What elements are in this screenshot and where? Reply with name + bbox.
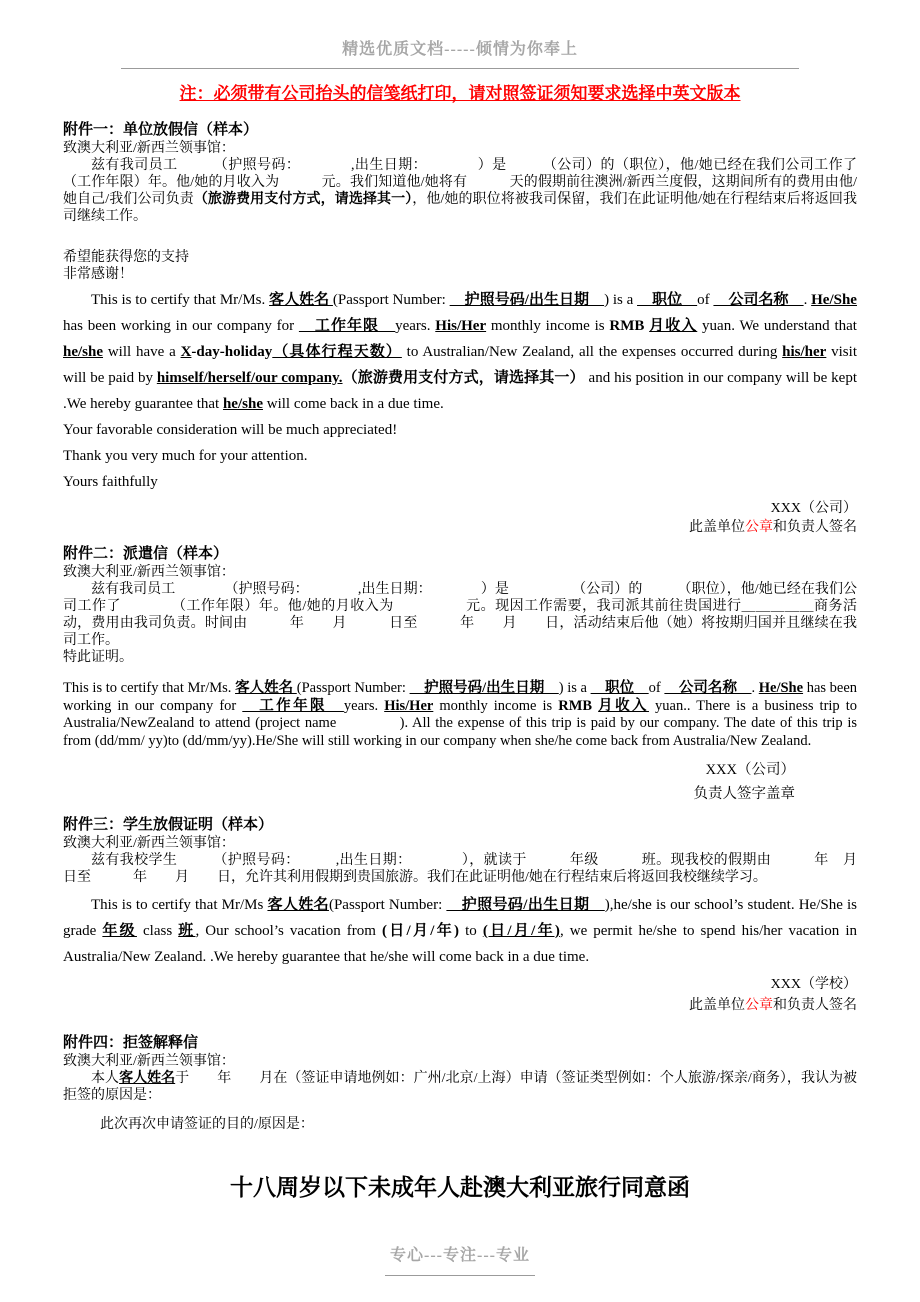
attachment-4-salutation: 致澳大利亚/新西兰领事馆：: [63, 1054, 235, 1069]
page-footer-text: 专心---专注---专业: [390, 1247, 530, 1264]
attachment-1-salutation: 致澳大利亚/新西兰领事馆：: [63, 141, 235, 156]
attachment-1-chinese-paragraph: 兹有我司员工 （护照号码： ,出生日期： ）是 （公司）的（职位），他/她已经在我们公司工作了 （工作年限）年。他/她的月收入为 元。我们知道他/她将有 天的假期前往澳洲/新西兰度假，这期间所有的费用由他/她自己/我们公司负责（旅游费用支付方式，请选择其一），他/她的职位将被我司保留，我们在此证明他/她在行程结束后将返回我司继续工作。: [63, 158, 885, 224]
attachment-2-signature-note: 负责人签字盖章: [693, 786, 795, 802]
attachment-2-english-paragraph: This is to certify that Mr/Ms. 客人姓名 (Passport Number: 护照号码/出生日期 ) is a 职位 of 公司名称 . He/She has been working in our company for 工作年限 years. His/Her monthly income is RMB 月收入 yuan.. There is a business trip to Australia/NewZealand to attend (project name ). All the expense of this trip is paid by our company. The date of this trip is from (dd/mm/ yy)to (dd/mm/yy).He/She will still working in our company when she/he come back from Australia/New Zealand.: [63, 680, 858, 749]
attachment-4-section: [63, 1034, 857, 1133]
minor-consent-title: 十八周岁以下未成年人赴澳大利亚旅行同意函: [230, 1175, 690, 1200]
attachment-2-chinese-paragraph: 兹有我司员工 （护照号码： ,出生日期： ）是 （公司）的 （职位），他/她已经在我们公司工作了 （工作年限）年。他/她的月收入为 元。现因工作需要，我司派其前往贵国进行＿＿＿＿＿商务活动，费用由我司负责。时间由 年 月 日至 年 月 日，活动结束后他（她）将按期归国并且继续在我司工作。: [63, 582, 858, 648]
attachment-4-reason-line: 此次再次申请签证的目的/原因是：: [100, 1117, 314, 1132]
header-divider: [121, 68, 799, 69]
attachment-1-section: [63, 121, 885, 537]
attachment-1-wish-line-2: 非常感谢！: [63, 267, 133, 282]
attachment-4-title: 附件四：拒签解释信: [63, 1035, 199, 1051]
attachment-1-signature-note: 此盖单位公章和负责人签名: [689, 520, 857, 535]
attachment-1-english-paragraph: This is to certify that Mr/Ms. 客人姓名 (Passport Number: 护照号码/出生日期 ) is a 职位 of 公司名称 . He/She has been working in our company for 工作年限 years. His/Her monthly income is RMB 月收入 yuan. We understand that he/she will have a X-day-holiday（具体行程天数） to Australian/New Zealand, all the expenses occurred during his/her visit will be paid by himself/herself/our company.（旅游费用支付方式，请选择其一） and his position in our company will be kept .We hereby guarantee that he/she will come back in a due time.: [63, 292, 857, 412]
footer-divider: [385, 1275, 535, 1276]
attachment-1-closing-line-3: Yours faithfully: [63, 474, 158, 490]
attachment-3-salutation: 致澳大利亚/新西兰领事馆：: [63, 836, 235, 851]
attachment-1-closing-line-2: Thank you very much for your attention.: [63, 448, 308, 464]
attachment-1-wish-line-1: 希望能获得您的支持: [63, 250, 189, 265]
print-notice: 注：必须带有公司抬头的信笺纸打印，请对照签证须知要求选择中英文版本: [179, 84, 741, 103]
attachment-2-signature-name: XXX（公司）: [705, 762, 795, 778]
attachment-3-title: 附件三：学生放假证明（样本）: [63, 817, 274, 833]
attachment-1-closing-line-1: Your favorable consideration will be much appreciated!: [63, 422, 398, 438]
attachment-3-section: [63, 816, 885, 1016]
attachment-1-signature-name: XXX（公司）: [770, 501, 857, 516]
page-header-text: 精选优质文档-----倾情为你奉上: [342, 41, 578, 58]
attachment-1-title: 附件一：单位放假信（样本）: [63, 122, 259, 138]
attachment-3-chinese-paragraph: 兹有我校学生 （护照号码： ,出生日期： ），就读于 年级 班。现我校的假期由 年 月 日至 年 月 日，允许其利用假期到贵国旅游。我们在此证明他/她在行程结束后将返回我校继续学习。: [63, 853, 885, 885]
attachment-2-attest-line: 特此证明。: [63, 650, 133, 665]
attachment-2-salutation: 致澳大利亚/新西兰领事馆：: [63, 565, 235, 580]
attachment-2-section: [63, 545, 857, 806]
attachment-3-signature-name: XXX（学校）: [770, 977, 857, 992]
attachment-3-signature-note: 此盖单位公章和负责人签名: [689, 998, 857, 1013]
attachment-3-english-paragraph: This is to certify that Mr/Ms 客人姓名(Passport Number: 护照号码/出生日期 ),he/she is our school’s student. He/She is grade 年级 class 班, Our school’s vacation from (日/月/年) to (日/月/年), we permit he/she to spend his/her vacation in Australia/New Zealand. .We hereby guarantee that he/she will come back in a due time.: [63, 897, 858, 965]
attachment-4-chinese-paragraph: 本人客人姓名于 年 月在（签证申请地例如：广州/北京/上海）申请（签证类型例如：个人旅游/探亲/商务），我认为被拒签的原因是：: [63, 1071, 858, 1103]
attachment-2-title: 附件二：派遣信（样本）: [63, 546, 229, 562]
page-footer: [0, 1246, 920, 1276]
